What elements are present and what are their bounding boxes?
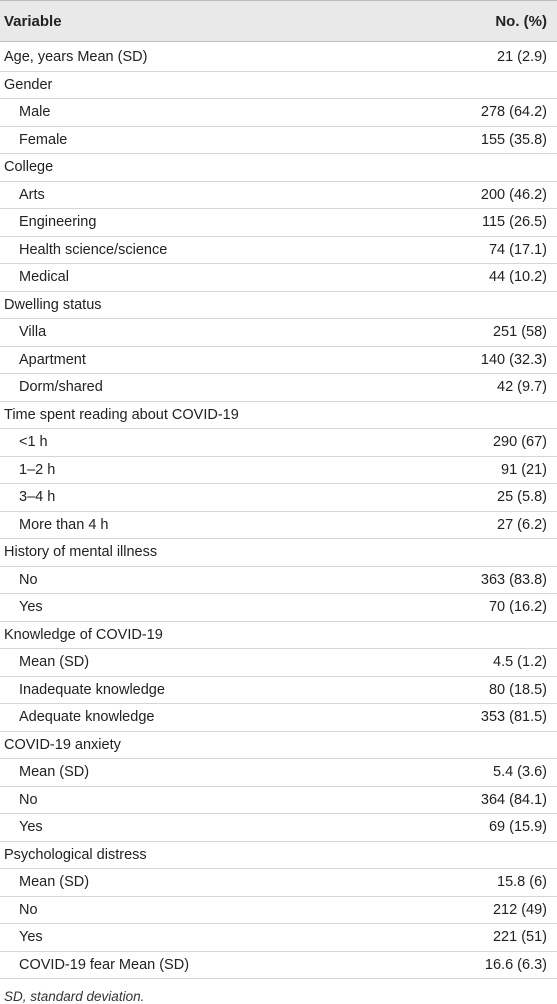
row-value: 140 (32.3)	[400, 346, 557, 374]
table-row-category	[0, 154, 557, 182]
row-label: No	[0, 896, 400, 924]
table-row	[0, 181, 557, 209]
table-row	[0, 209, 557, 237]
row-value	[400, 401, 557, 429]
row-value	[400, 154, 557, 182]
row-label: Yes	[0, 924, 400, 952]
row-label: More than 4 h	[0, 511, 400, 539]
row-value	[400, 71, 557, 99]
row-label: <1 h	[0, 429, 400, 457]
row-value: 364 (84.1)	[400, 786, 557, 814]
table-row	[0, 594, 557, 622]
row-value: 290 (67)	[400, 429, 557, 457]
row-label: Time spent reading about COVID-19	[0, 401, 400, 429]
column-header-variable: Variable	[0, 1, 400, 42]
table-row	[0, 704, 557, 732]
row-value: 155 (35.8)	[400, 126, 557, 154]
row-label: College	[0, 154, 400, 182]
table-row-category	[0, 42, 557, 72]
row-value: 80 (18.5)	[400, 676, 557, 704]
row-value: 70 (16.2)	[400, 594, 557, 622]
row-label: Inadequate knowledge	[0, 676, 400, 704]
row-value: 221 (51)	[400, 924, 557, 952]
row-label: 3–4 h	[0, 484, 400, 512]
row-value	[400, 731, 557, 759]
row-label: No	[0, 566, 400, 594]
row-label: Mean (SD)	[0, 649, 400, 677]
row-value	[400, 621, 557, 649]
row-value: 21 (2.9)	[400, 42, 557, 72]
table-row	[0, 814, 557, 842]
row-label: Male	[0, 99, 400, 127]
row-label: Adequate knowledge	[0, 704, 400, 732]
row-value	[400, 539, 557, 567]
table-row	[0, 484, 557, 512]
table-row-category	[0, 731, 557, 759]
table-row-category	[0, 539, 557, 567]
row-label: Villa	[0, 319, 400, 347]
row-label: Health science/science	[0, 236, 400, 264]
table-row	[0, 456, 557, 484]
header-row	[0, 1, 557, 42]
row-value: 4.5 (1.2)	[400, 649, 557, 677]
table-header	[0, 1, 557, 42]
table-row	[0, 429, 557, 457]
row-value: 16.6 (6.3)	[400, 951, 557, 979]
row-label: Female	[0, 126, 400, 154]
row-value: 69 (15.9)	[400, 814, 557, 842]
row-label: Dorm/shared	[0, 374, 400, 402]
row-label: Medical	[0, 264, 400, 292]
row-label: Engineering	[0, 209, 400, 237]
row-label: Apartment	[0, 346, 400, 374]
table-row	[0, 319, 557, 347]
row-value: 353 (81.5)	[400, 704, 557, 732]
table-row	[0, 99, 557, 127]
row-value: 251 (58)	[400, 319, 557, 347]
table-row	[0, 346, 557, 374]
row-label: Gender	[0, 71, 400, 99]
table-body	[0, 42, 557, 979]
row-label: Mean (SD)	[0, 759, 400, 787]
row-label: 1–2 h	[0, 456, 400, 484]
table-row	[0, 264, 557, 292]
row-value: 5.4 (3.6)	[400, 759, 557, 787]
row-value: 200 (46.2)	[400, 181, 557, 209]
row-value: 91 (21)	[400, 456, 557, 484]
row-value: 74 (17.1)	[400, 236, 557, 264]
row-label: Dwelling status	[0, 291, 400, 319]
table-row-category	[0, 401, 557, 429]
table-row	[0, 126, 557, 154]
row-label: Knowledge of COVID-19	[0, 621, 400, 649]
row-value	[400, 841, 557, 869]
row-label: Mean (SD)	[0, 869, 400, 897]
row-value: 42 (9.7)	[400, 374, 557, 402]
table-row	[0, 236, 557, 264]
row-label: No	[0, 786, 400, 814]
table-row	[0, 924, 557, 952]
table-row	[0, 759, 557, 787]
row-value: 44 (10.2)	[400, 264, 557, 292]
row-label: Psychological distress	[0, 841, 400, 869]
table-row	[0, 676, 557, 704]
table-row-category	[0, 841, 557, 869]
table-row	[0, 951, 557, 979]
table-row	[0, 869, 557, 897]
row-value	[400, 291, 557, 319]
table-row-category	[0, 291, 557, 319]
table-row-category	[0, 71, 557, 99]
table-row	[0, 511, 557, 539]
row-value: 15.8 (6)	[400, 869, 557, 897]
table-footnote: SD, standard deviation.	[4, 989, 145, 1004]
row-value: 363 (83.8)	[400, 566, 557, 594]
row-label: Arts	[0, 181, 400, 209]
row-label: COVID-19 anxiety	[0, 731, 400, 759]
row-value: 25 (5.8)	[400, 484, 557, 512]
column-header-value: No. (%)	[400, 1, 557, 42]
table-row	[0, 649, 557, 677]
row-label: History of mental illness	[0, 539, 400, 567]
row-value: 278 (64.2)	[400, 99, 557, 127]
row-label: COVID-19 fear Mean (SD)	[0, 951, 400, 979]
row-value: 115 (26.5)	[400, 209, 557, 237]
row-label: Age, years Mean (SD)	[0, 42, 400, 72]
row-value: 212 (49)	[400, 896, 557, 924]
table-row	[0, 896, 557, 924]
table-row	[0, 786, 557, 814]
table-row-category	[0, 621, 557, 649]
row-value: 27 (6.2)	[400, 511, 557, 539]
table-row	[0, 566, 557, 594]
table-row	[0, 374, 557, 402]
row-label: Yes	[0, 594, 400, 622]
row-label: Yes	[0, 814, 400, 842]
